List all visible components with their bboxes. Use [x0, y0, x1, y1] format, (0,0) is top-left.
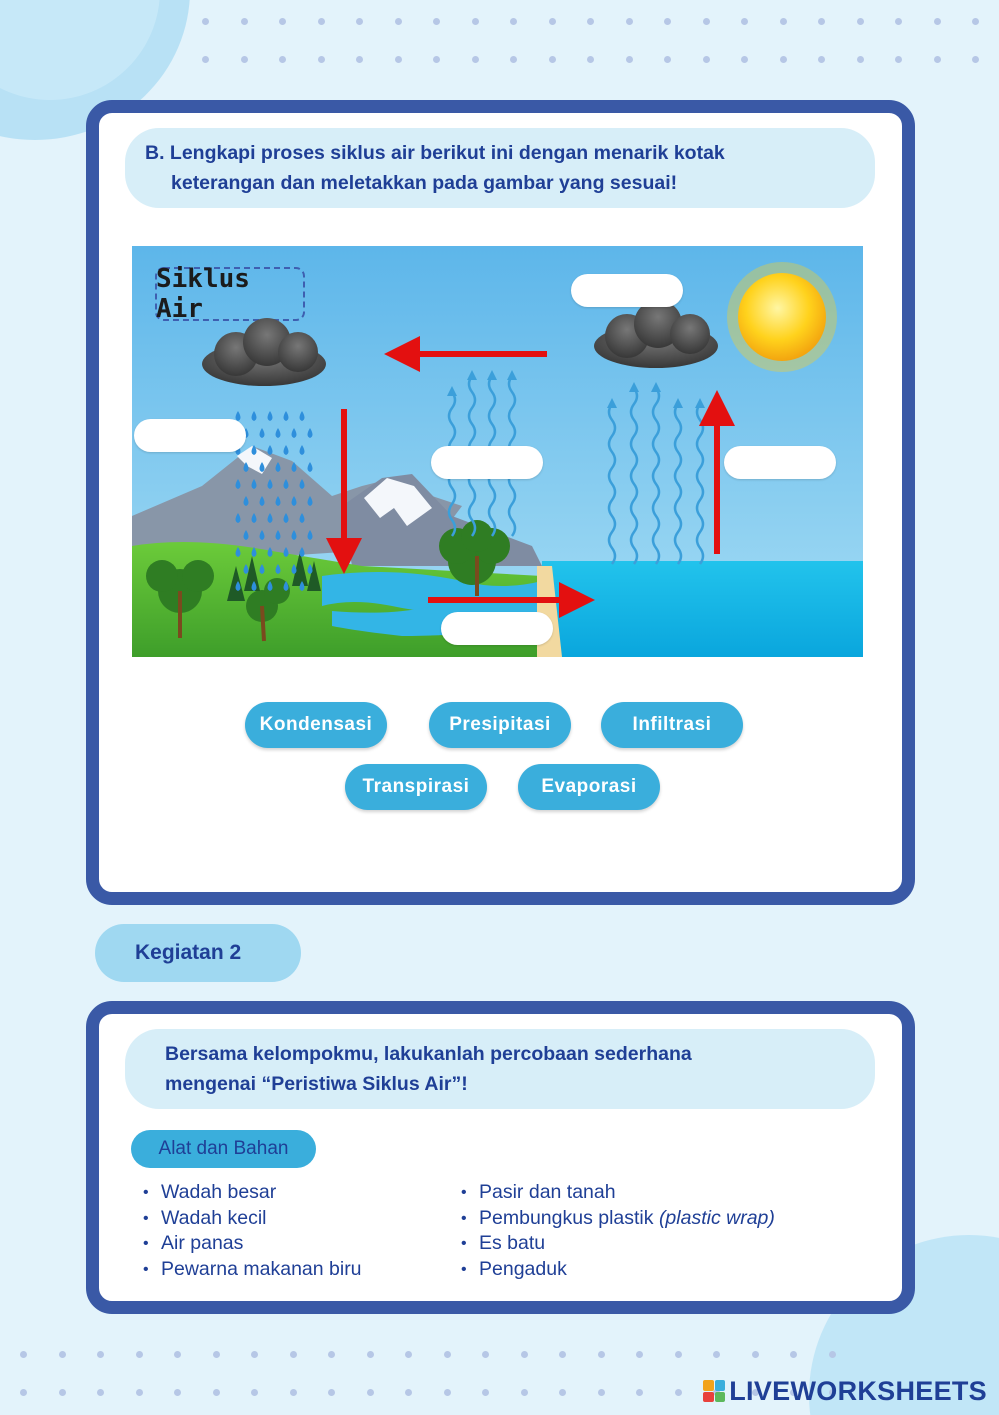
decorative-dot: [895, 56, 902, 63]
decorative-dot: [521, 1389, 528, 1396]
decorative-dot: [174, 1389, 181, 1396]
decorative-dot: [752, 1351, 759, 1358]
decorative-dot: [829, 1351, 836, 1358]
decorative-dot: [780, 18, 787, 25]
decorative-dot: [318, 56, 325, 63]
material-item: [455, 1206, 775, 1232]
label-chip-presipitasi[interactable]: Presipitasi: [429, 702, 571, 748]
decorative-dot: [328, 1389, 335, 1396]
diagram-title: Siklus Air: [156, 264, 250, 324]
decorative-dot: [587, 18, 594, 25]
decorative-dot: [626, 18, 633, 25]
decorative-dot: [328, 1351, 335, 1358]
material-item: • Wadah kecil: [137, 1206, 362, 1232]
decorative-dot: [510, 18, 517, 25]
decorative-dot: [549, 56, 556, 63]
decorative-dot: [598, 1389, 605, 1396]
drop-zone-left[interactable]: [134, 419, 246, 452]
label-chip-infiltrasi[interactable]: Infiltrasi: [601, 702, 743, 748]
decorative-dot: [559, 1389, 566, 1396]
decorative-dot: [790, 1351, 797, 1358]
decorative-dot: [395, 18, 402, 25]
decorative-dot: [241, 56, 248, 63]
decorative-dot: [559, 1351, 566, 1358]
water-cycle-diagram: [132, 246, 863, 657]
liveworksheets-logo-icon: [703, 1380, 725, 1402]
decorative-dot: [703, 18, 710, 25]
decorative-dot: [818, 56, 825, 63]
decorative-dot: [202, 18, 209, 25]
decorative-dot: [279, 18, 286, 25]
decorative-dot: [664, 56, 671, 63]
decorative-dot: [444, 1351, 451, 1358]
decorative-dot: [433, 56, 440, 63]
decorative-dot: [202, 56, 209, 63]
decorative-dot: [97, 1351, 104, 1358]
drop-zone-middle[interactable]: [431, 446, 543, 479]
material-item: • Pengaduk: [455, 1257, 775, 1283]
decorative-dot: [251, 1351, 258, 1358]
activity-tab: Kegiatan 2: [95, 924, 301, 982]
activity-instruction-line-2: mengenai “Peristiwa Siklus Air”!: [165, 1073, 468, 1095]
decorative-dot: [241, 18, 248, 25]
decorative-dot: [20, 1351, 27, 1358]
decorative-dot: [472, 18, 479, 25]
activity-instruction-line-1: Bersama kelompokmu, lakukanlah percobaan sederhana: [165, 1043, 692, 1065]
decorative-dot: [136, 1389, 143, 1396]
exercise-card-b: [86, 100, 915, 905]
decorative-dot: [213, 1351, 220, 1358]
decorative-dot: [59, 1389, 66, 1396]
decorative-dot: [549, 18, 556, 25]
decorative-dot: [251, 1389, 258, 1396]
decorative-dot: [626, 56, 633, 63]
decorative-dot: [174, 1351, 181, 1358]
decorative-dot: [356, 56, 363, 63]
decorative-dot: [279, 56, 286, 63]
decorative-dot: [664, 18, 671, 25]
decorative-dot: [405, 1389, 412, 1396]
decorative-dot: [741, 56, 748, 63]
decorative-dot: [59, 1351, 66, 1358]
decorative-dot: [972, 18, 979, 25]
material-item-text: Pembungkus plastik: [479, 1206, 654, 1229]
label-chip-evaporasi[interactable]: Evaporasi: [518, 764, 660, 810]
decorative-dot: [318, 18, 325, 25]
decorative-dot: [290, 1389, 297, 1396]
decorative-dot: [444, 1389, 451, 1396]
decorative-dot: [713, 1351, 720, 1358]
decorative-dot: [367, 1389, 374, 1396]
material-item: • Pasir dan tanah: [455, 1180, 775, 1206]
decorative-dot: [703, 56, 710, 63]
drop-zone-bottom[interactable]: [441, 612, 553, 645]
decorative-dot: [636, 1351, 643, 1358]
decorative-dot: [818, 18, 825, 25]
decorative-dot: [290, 1351, 297, 1358]
decorative-dot: [482, 1389, 489, 1396]
label-chip-kondensasi[interactable]: Kondensasi: [245, 702, 387, 748]
material-item-note: (plastic wrap): [658, 1206, 775, 1229]
material-item: • Es batu: [455, 1231, 775, 1257]
decorative-dot: [395, 56, 402, 63]
decorative-dot: [472, 56, 479, 63]
decorative-dot: [20, 1389, 27, 1396]
decorative-dot: [510, 56, 517, 63]
drop-zone-top[interactable]: [571, 274, 683, 307]
decorative-dot: [857, 18, 864, 25]
decorative-dot: [521, 1351, 528, 1358]
decorative-dot: [136, 1351, 143, 1358]
decorative-dot: [587, 56, 594, 63]
decorative-dot: [972, 56, 979, 63]
label-chip-transpirasi[interactable]: Transpirasi: [345, 764, 487, 810]
decorative-dot: [213, 1389, 220, 1396]
decorative-dot: [780, 56, 787, 63]
activity-instruction: [125, 1029, 875, 1109]
decorative-dot: [598, 1351, 605, 1358]
activity-card: [86, 1001, 915, 1314]
decorative-dot: [356, 18, 363, 25]
decorative-dot: [934, 18, 941, 25]
instruction-banner: [125, 128, 875, 208]
material-item: • Wadah besar: [137, 1180, 362, 1206]
liveworksheets-brand[interactable]: [703, 1374, 987, 1408]
decorative-dot: [433, 18, 440, 25]
decorative-dot: [675, 1351, 682, 1358]
brand-name: LIVEWORKSHEETS: [729, 1375, 987, 1406]
decorative-dot: [895, 18, 902, 25]
material-item: • Pewarna makanan biru: [137, 1257, 362, 1283]
drop-zone-right[interactable]: [724, 446, 836, 479]
decorative-dot: [934, 56, 941, 63]
material-item: • Air panas: [137, 1231, 362, 1257]
instruction-line-1: B. Lengkapi proses siklus air berikut ini dengan menarik kotak: [145, 142, 725, 164]
materials-list-left: [137, 1180, 362, 1282]
decorative-dot: [857, 56, 864, 63]
materials-list-right: [455, 1180, 775, 1282]
decorative-dot: [97, 1389, 104, 1396]
decorative-dot: [636, 1389, 643, 1396]
instruction-line-2: keterangan dan meletakkan pada gambar yang sesuai!: [171, 172, 678, 194]
decorative-dot: [482, 1351, 489, 1358]
decorative-dot: [675, 1389, 682, 1396]
decorative-dot: [405, 1351, 412, 1358]
materials-label: Alat dan Bahan: [131, 1130, 316, 1168]
decorative-dot: [367, 1351, 374, 1358]
decorative-dot: [741, 18, 748, 25]
